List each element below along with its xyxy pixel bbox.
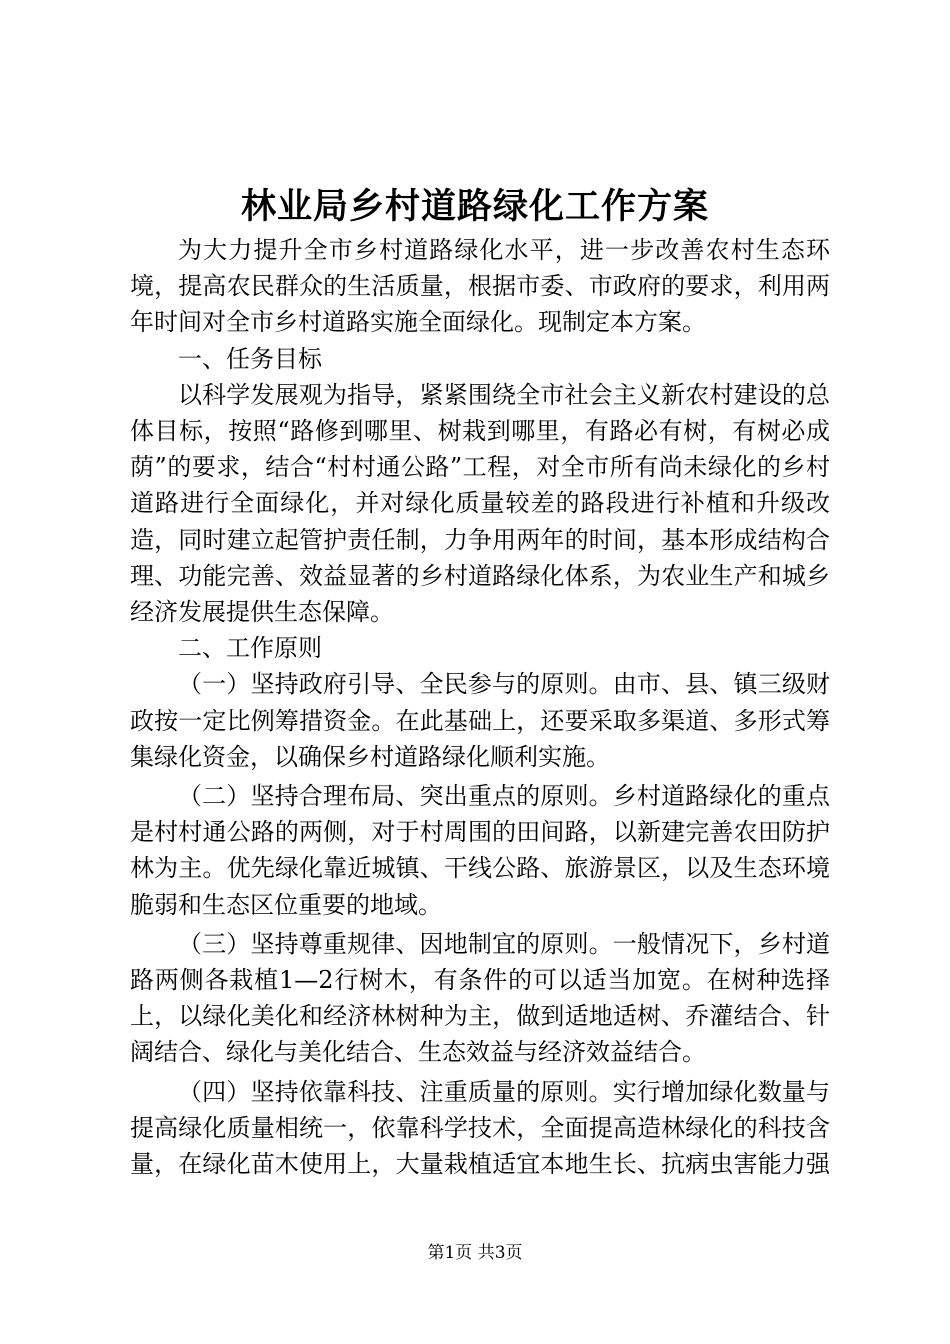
section-heading-principles: 二、工作原则 <box>178 634 322 663</box>
section-heading-goals: 一、任务目标 <box>178 344 322 373</box>
page-number-footer: 第1页 共3页 <box>427 1243 523 1263</box>
intro-paragraph: 为大力提升全市乡村道路绿化水平，进一步改善农村生态环境，提高农民群众的生活质量，根据市委、市政府的要求，利用两年时间对全市乡村道路实施全面绿化。现制定本方案。 <box>130 236 830 337</box>
principle-paragraph-4: （四）坚持依靠科技、注重质量的原则。实行增加绿化数量与提高绿化质量相统一，依靠科学技术，全面提高造林绿化的科技含量，在绿化苗木使用上，大量栽植适宜本地生长、抗病虫害能力强 <box>130 1077 830 1179</box>
principle-paragraph-1: （一）坚持政府引导、全民参与的原则。由市、县、镇三级财政按一定比例筹措资金。在此基础上，还要采取多渠道、多形式筹集绿化资金，以确保乡村道路绿化顺利实施。 <box>130 670 830 771</box>
principle-paragraph-2: （二）坚持合理布局、突出重点的原则。乡村道路绿化的重点是村村通公路的两侧，对于村周围的田间路，以新建完善农田防护林为主。优先绿化靠近城镇、干线公路、旅游景区，以及生态环境脆弱和生态区位重要的地域。 <box>130 782 830 919</box>
principle-paragraph-3: （三）坚持尊重规律、因地制宜的原则。一般情况下，乡村道路两侧各栽植1—2行树木，有条件的可以适当加宽。在树种选择上，以绿化美化和经济林树种为主，做到适地适树、乔灌结合、针阔结合、绿化与美化结合、生态效益与经济效益结合。 <box>130 929 830 1067</box>
document-body <box>130 232 830 1186</box>
document-title: 林业局乡村道路绿化工作方案 <box>240 187 709 227</box>
goals-paragraph: 以科学发展观为指导，紧紧围绕全市社会主义新农村建设的总体目标，按照“路修到哪里、树栽到哪里，有路必有树，有树必成荫”的要求，结合“村村通公路”工程，对全市所有尚未绿化的乡村道路进行全面绿化，并对绿化质量较差的路段进行补植和升级改造，同时建立起管护责任制，力争用两年的时间，基本形成结构合理、功能完善、效益显著的乡村道路绿化体系，为农业生产和城乡经济发展提供生态保障。 <box>130 380 830 627</box>
